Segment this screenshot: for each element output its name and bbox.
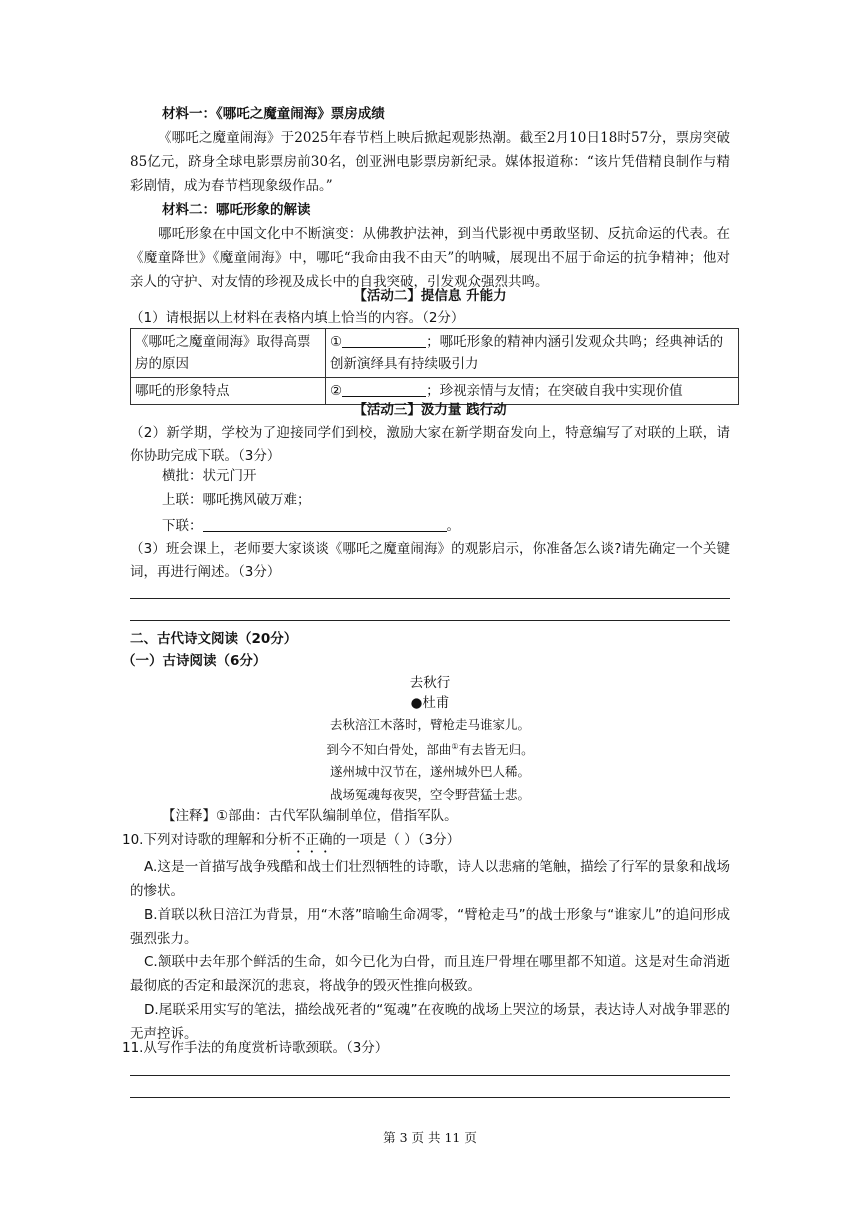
poem-line: 遂州城中汉节在，遂州城外巴人稀。 [329,764,530,779]
question-10 [122,832,460,856]
question-10-stem: 10.下列对诗歌的理解和分析 [122,832,292,848]
question-10-stem-end: 的一项是（ ）（3分） [332,832,461,848]
answer-blank-2[interactable] [342,382,426,397]
table-row [131,378,739,405]
poem-title: 去秋行 [409,675,451,691]
poem-line [130,743,730,757]
material2-paragraph: 哪吒形象在中国文化中不断演变：从佛教护法神，到当代影视中勇敢坚韧、反抗命运的代表。在《魔童降世》《魔童闹海》中，哪吒“我命由我不由天”的呐喊，展现出不屈于命运的抗争精神；他对亲人的守护、对友情的珍视及成长中的自我突破，引发观众强烈共鸣。 [130,226,730,290]
hengpi: 横批：状元门开 [162,468,257,484]
question-1: （1）请根据以上材料在表格内填上恰当的内容。（2分） [130,310,465,326]
section2-subheading: （一）古诗阅读（6分） [122,653,267,669]
activity2-title: 【活动二】提信息 升能力 [353,288,507,304]
table-cell-label: 《哪吒之魔童闹海》取得高票房的原因 [131,329,326,378]
table-cell-answer [326,378,739,405]
answer-line[interactable] [130,620,730,621]
blank-number: ① [330,334,343,350]
xialian-line [162,517,460,534]
option-b[interactable]: B.首联以秋日涪江为背景，用“木落”暗喻生命凋零，“臂枪走马”的战士形象与“谁家儿”的追问形成强烈张力。 [130,907,730,947]
table-cell-text: ；珍视亲情与友情；在突破自我中实现价值 [426,383,683,399]
table-cell-answer [326,329,739,378]
section2-heading: 二、古代诗文阅读（20分） [130,631,298,647]
xialian-label: 下联： [162,518,203,534]
answer-line[interactable] [130,1075,730,1076]
poem-line: 战场冤魂每夜哭，空令野营猛士悲。 [329,787,530,802]
page-footer: 第 3 页 共 11 页 [383,1130,477,1145]
option-a[interactable]: A.这是一首描写战争残酷和战士们壮烈牺牲的诗歌，诗人以悲痛的笔触，描绘了行军的景象和战场的惨状。 [130,859,730,899]
table-cell-label: 哪吒的形象特点 [131,378,326,405]
material1-paragraph: 《哪吒之魔童闹海》于2025年春节档上映后掀起观影热潮。截至2月10日18时57分，票房突破85亿元，跻身全球电影票房前30名，创亚洲电影票房新纪录。媒体报道称：“该片凭借精良制作与精彩剧情，成为春节档现象级作品。” [130,130,730,194]
activity3-title: 【活动三】汲力量 践行动 [353,402,507,418]
poem-line-part: 有去皆无归。 [458,742,534,758]
question-2: （2）新学期，学校为了迎接同学们到校，激励大家在新学期奋发向上，特意编写了对联的上联，请你协助完成下联。（3分） [130,425,730,464]
answer-line[interactable] [130,1097,730,1098]
answer-blank-1[interactable] [342,333,426,348]
table-cell-text: ；哪吒形象的精神内涵引发观众共鸣；经典神话的创新演绎具有持续吸引力 [330,334,724,372]
poem-line: 去秋涪江木落时，臂枪走马谁家儿。 [329,717,530,732]
poem-note: 【注释】①部曲：古代军队编制单位，借指军队。 [162,808,458,824]
blank-number: ② [330,383,343,399]
material2-heading: 材料二：哪吒形象的解读 [162,202,311,218]
shanglian: 上联：哪吒携风破万难； [162,492,311,508]
emphasis-text: 不正确 [291,832,333,848]
question-3: （3）班会课上，老师要大家谈谈《哪吒之魔童闹海》的观影启示，你准备怎么谈?请先确定一个关键词，再进行阐述。（3分） [130,541,730,580]
question-11: 11.从写作手法的角度赏析诗歌颈联。（3分） [122,1040,389,1056]
material1-heading: 材料一：《哪吒之魔童闹海》票房成绩 [162,106,385,122]
answer-line[interactable] [130,598,730,599]
answer-table [130,328,739,405]
poem-author: ●杜甫 [410,695,450,711]
xialian-blank[interactable] [203,517,447,532]
option-c[interactable]: C.颔联中去年那个鲜活的生命，如今已化为白骨，而且连尸骨埋在哪里都不知道。这是对生命消逝最彻底的否定和最深沉的悲哀，将战争的毁灭性推向极致。 [130,954,730,994]
table-row [131,329,739,378]
poem-line-part: 到今不知白骨处，部曲 [326,742,452,758]
option-d[interactable]: D.尾联采用实写的笔法，描绘战死者的“冤魂”在夜晚的战场上哭泣的场景，表达诗人对战争罪恶的无声控诉。 [130,1002,730,1042]
footnote-marker: ① [451,742,459,751]
xialian-end: 。 [446,518,460,534]
